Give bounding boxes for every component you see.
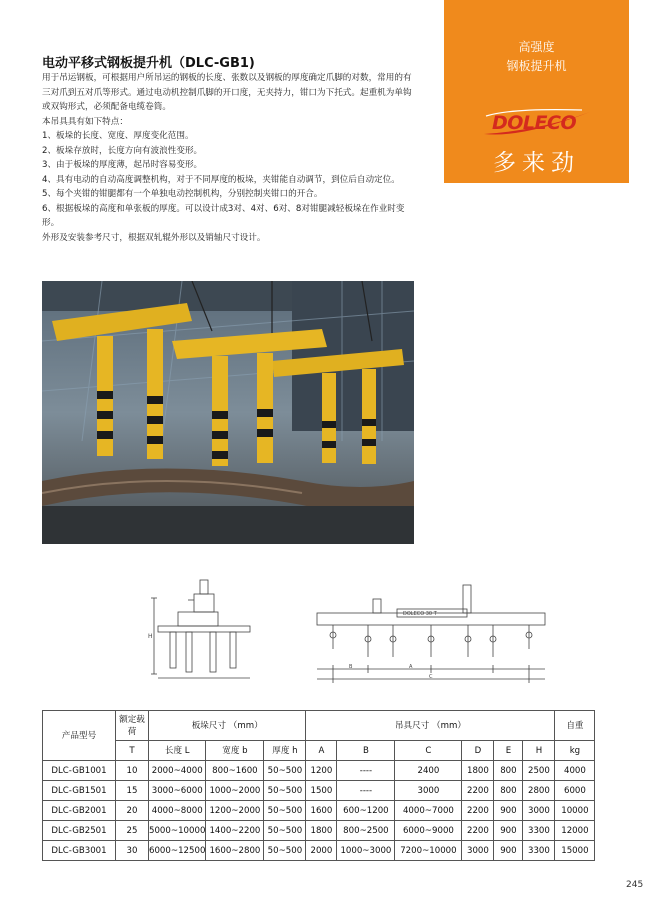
cell-h: 2500	[523, 761, 555, 781]
cell-b: ----	[337, 781, 395, 801]
cell-thickness: 50~500	[264, 821, 306, 841]
unit-d: D	[462, 741, 494, 761]
front-view-drawing	[313, 579, 549, 691]
cell-model: DLC-GB1001	[43, 761, 116, 781]
side-view-drawing	[148, 578, 260, 688]
cell-d: 3000	[462, 841, 494, 861]
unit-b: B	[337, 741, 395, 761]
cell-length: 4000~8000	[149, 801, 206, 821]
cell-e: 900	[494, 841, 523, 861]
feature-item: 2、板垛存放时，长度方向有波浪性变形。	[42, 145, 203, 156]
table-row	[43, 841, 595, 861]
cell-width: 1000~2000	[206, 781, 264, 801]
cell-d: 2200	[462, 781, 494, 801]
logo-text: DOLECO	[492, 112, 577, 134]
cell-a: 1200	[306, 761, 337, 781]
cell-model: DLC-GB3001	[43, 841, 116, 861]
cell-thickness: 50~500	[264, 781, 306, 801]
header-weight: 自重	[555, 711, 595, 741]
unit-a: A	[306, 741, 337, 761]
cell-weight: 6000	[555, 781, 595, 801]
cell-c: 4000~7000	[395, 801, 462, 821]
paragraph: 外形及安装参考尺寸，根据双轧辊外形以及销轴尺寸设计。	[42, 232, 266, 243]
cell-weight: 10000	[555, 801, 595, 821]
table-row	[43, 801, 595, 821]
page-title: 电动平移式钢板提升机（DLC-GB1)	[42, 56, 255, 71]
cell-b: 800~2500	[337, 821, 395, 841]
cell-load: 25	[116, 821, 149, 841]
cell-length: 3000~6000	[149, 781, 206, 801]
feature-item: 6、根据板垛的高度和单张板的厚度。可以设计成3对、4对、6对、8对钳腿减轻板垛在作业时变形。	[42, 203, 405, 228]
cell-thickness: 50~500	[264, 841, 306, 861]
cell-h: 2800	[523, 781, 555, 801]
header-model: 产品型号	[43, 711, 116, 761]
unit-weight: kg	[555, 741, 595, 761]
cell-a: 1800	[306, 821, 337, 841]
cell-c: 2400	[395, 761, 462, 781]
table-row	[43, 761, 595, 781]
feature-item: 1、板垛的长度、宽度、厚度变化范围。	[42, 131, 194, 141]
cell-model: DLC-GB2001	[43, 801, 116, 821]
dim-a-label: A	[409, 664, 413, 670]
brand-title-line2: 钢板提升机	[506, 59, 567, 73]
dim-h-label: H	[148, 633, 153, 640]
spec-table	[42, 710, 595, 861]
cell-thickness: 50~500	[264, 761, 306, 781]
cell-weight: 4000	[555, 761, 595, 781]
cell-h: 3300	[523, 841, 555, 861]
cell-load: 20	[116, 801, 149, 821]
dim-c-label: C	[429, 674, 433, 680]
unit-length: 长度 L	[149, 741, 206, 761]
side-view-icon	[148, 578, 260, 688]
cell-load: 15	[116, 781, 149, 801]
table-row	[43, 781, 595, 801]
cell-e: 900	[494, 801, 523, 821]
unit-e: E	[494, 741, 523, 761]
feature-item: 3、由于板垛的厚度薄，起吊时容易变形。	[42, 160, 203, 170]
cell-a: 1500	[306, 781, 337, 801]
cell-length: 6000~12500	[149, 841, 206, 861]
cell-c: 3000	[395, 781, 462, 801]
page-number: 245	[626, 880, 644, 890]
cell-load: 30	[116, 841, 149, 861]
brand-title-line1: 高强度	[518, 40, 555, 54]
brand-name-cn: 多来劲	[493, 150, 580, 176]
brand-title	[444, 38, 629, 76]
cell-width: 1200~2000	[206, 801, 264, 821]
cell-e: 900	[494, 821, 523, 841]
cell-c: 6000~9000	[395, 821, 462, 841]
lifter-photo-illustration	[42, 281, 414, 544]
cell-length: 5000~10000	[149, 821, 206, 841]
cell-h: 3300	[523, 821, 555, 841]
cell-d: 2200	[462, 801, 494, 821]
cell-load: 10	[116, 761, 149, 781]
description	[42, 71, 420, 245]
doleco-logo	[482, 108, 594, 138]
cell-width: 1400~2200	[206, 821, 264, 841]
paragraph: 本吊具具有如下特点：	[42, 116, 128, 127]
unit-c: C	[395, 741, 462, 761]
product-photo	[42, 281, 414, 544]
feature-item: 4、具有电动的自动高度调整机构，对于不同厚度的板垛，夹钳能自动调节，到位后自动定位。	[42, 174, 400, 185]
cell-weight: 15000	[555, 841, 595, 861]
paragraph: 用于吊运钢板，可根据用户所吊运的钢板的长度、张数以及钢板的厚度确定爪脚的对数，常用的有三对爪到五对爪等形式。通过电动机控制爪脚的开口度，无夹持力，钳口为下托式。起重机为单钩或双钩形式，必须配备电缆卷筒。	[42, 73, 412, 112]
cell-c: 7200~10000	[395, 841, 462, 861]
cell-a: 1600	[306, 801, 337, 821]
cell-length: 2000~4000	[149, 761, 206, 781]
dim-b-label: B	[349, 664, 353, 670]
cell-d: 2200	[462, 821, 494, 841]
front-view-icon	[313, 579, 549, 691]
unit-load: T	[116, 741, 149, 761]
brand-block	[444, 0, 629, 183]
cell-weight: 12000	[555, 821, 595, 841]
unit-thickness: 厚度 h	[264, 741, 306, 761]
cell-b: 1000~3000	[337, 841, 395, 861]
cell-d: 1800	[462, 761, 494, 781]
feature-item: 5、每个夹钳的钳腿都有一个单独电动控制机构，分别控制夹钳口的开合。	[42, 189, 323, 199]
cell-e: 800	[494, 761, 523, 781]
header-load: 额定载荷	[116, 711, 149, 741]
cell-h: 3000	[523, 801, 555, 821]
cell-b: 600~1200	[337, 801, 395, 821]
unit-width: 宽度 b	[206, 741, 264, 761]
cell-thickness: 50~500	[264, 801, 306, 821]
drawing-header-label: DOLECO 30 T	[403, 611, 437, 617]
header-slab-size: 板垛尺寸 （mm）	[149, 711, 306, 741]
cell-e: 800	[494, 781, 523, 801]
cell-a: 2000	[306, 841, 337, 861]
unit-h: H	[523, 741, 555, 761]
cell-width: 1600~2800	[206, 841, 264, 861]
cell-width: 800~1600	[206, 761, 264, 781]
cell-b: ----	[337, 761, 395, 781]
table-row	[43, 821, 595, 841]
header-spreader-size: 吊具尺寸 （mm）	[306, 711, 555, 741]
cell-model: DLC-GB2501	[43, 821, 116, 841]
cell-model: DLC-GB1501	[43, 781, 116, 801]
